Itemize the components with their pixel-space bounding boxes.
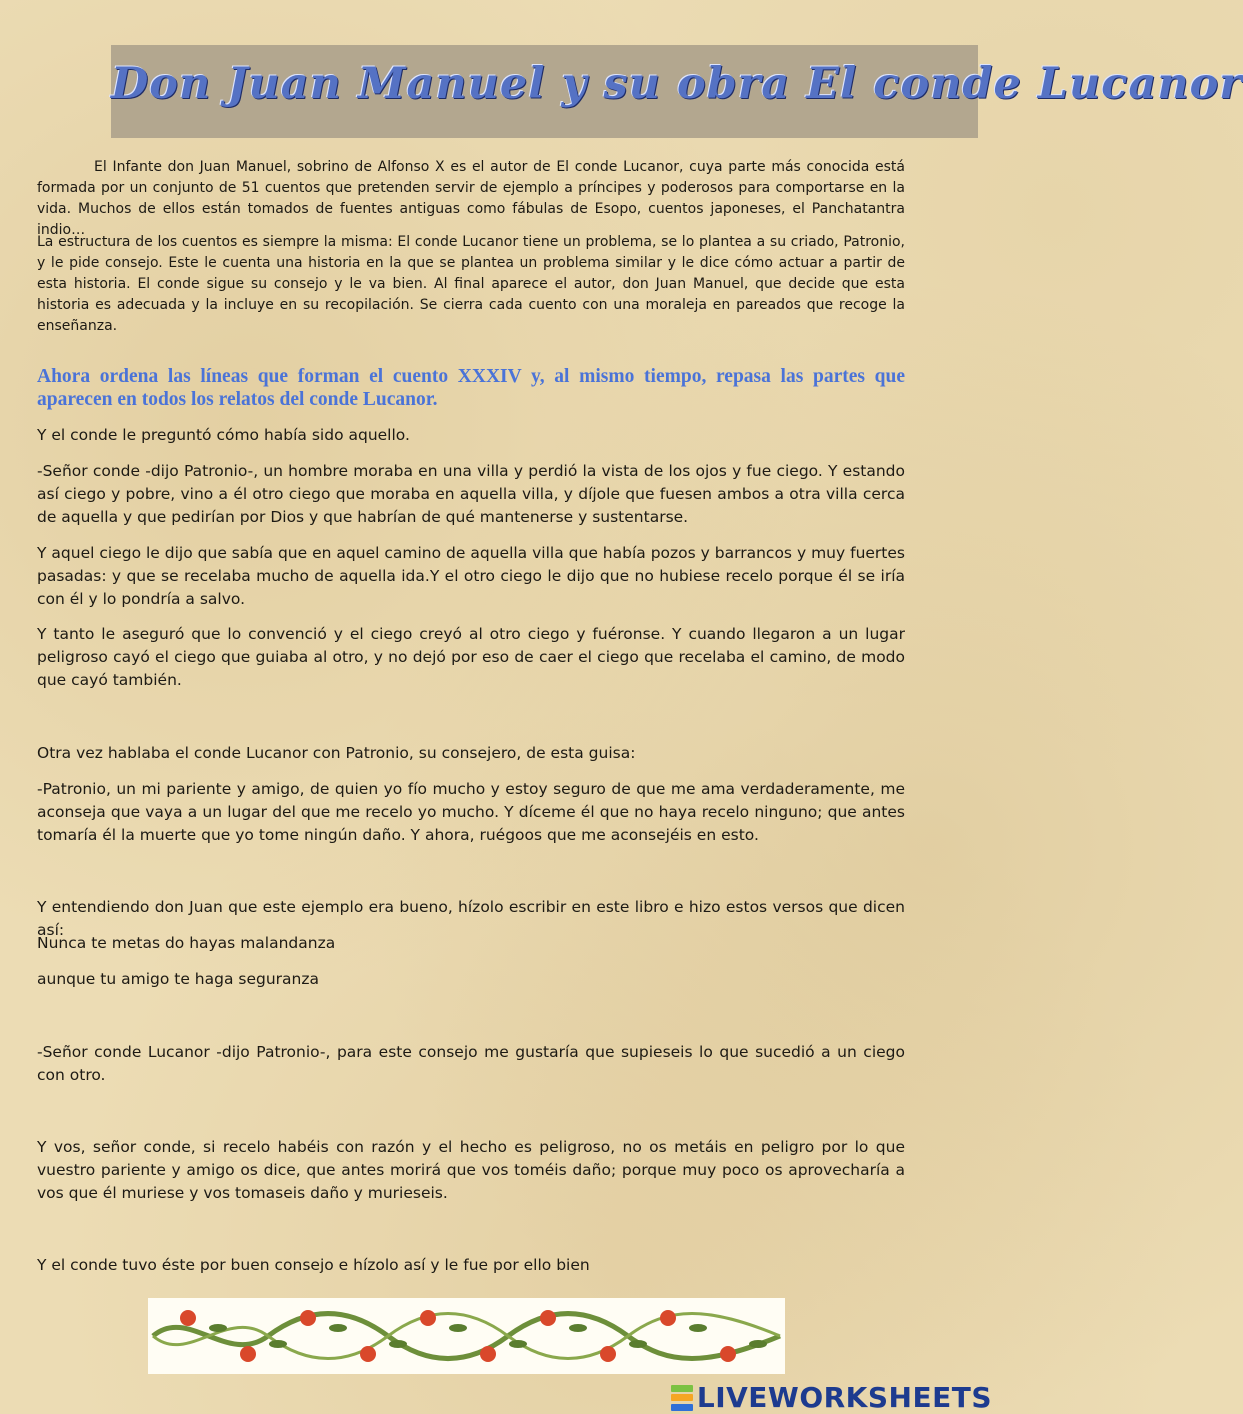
instruction-heading: Ahora ordena las líneas que forman el cuento XXXIV y, al mismo tiempo, repasa las partes que aparecen en todos los relatos del conde Lucanor.	[37, 366, 905, 410]
story-segment-5: Otra vez hablaba el conde Lucanor con Patronio, su consejero, de esta guisa:	[37, 744, 636, 762]
story-segment-4: Y tanto le aseguró que lo convenció y el ciego creyó al otro ciego y fuéronse. Y cuando llegaron a un lugar peligroso cayó el ciego que guiaba al otro, y no dejó por eso de caer el ciego que recelaba el camino, de modo que cayó también.	[37, 625, 905, 689]
liveworksheets-logo[interactable]	[671, 1381, 992, 1414]
floral-border-ornament-icon	[148, 1298, 785, 1374]
page-title: Don Juan Manuel y su obra El conde Lucanor	[111, 59, 1243, 109]
story-segment-2: -Señor conde -dijo Patronio-, un hombre moraba en una villa y perdió la vista de los ojos y fue ciego. Y estando así ciego y pobre, vino a él otro ciego que moraba en aquella villa, y díjole que fuesen ambos a otra villa cerca de aquella y que pedirían por Dios y que habrían de qué mantenerse y sustentarse.	[37, 462, 905, 526]
story-segment-12: Y el conde tuvo éste por buen consejo e hízolo así y le fue por ello bien	[37, 1256, 590, 1274]
intro-paragraph-1: El Infante don Juan Manuel, sobrino de Alfonso X es el autor de El conde Lucanor, cuya parte más conocida está formada por un conjunto de 51 cuentos que pretenden servir de ejemplo a príncipes y poderosos para comportarse en la vida. Muchos de ellos están tomados de fuentes antiguas como fábulas de Esopo, cuentos japoneses, el Panchatantra indio…	[37, 159, 905, 238]
story-segment-10: -Señor conde Lucanor -dijo Patronio-, para este consejo me gustaría que supieseis lo que sucedió a un ciego con otro.	[37, 1043, 905, 1084]
story-segment-6: -Patronio, un mi pariente y amigo, de quien yo fío mucho y estoy seguro de que me ama verdaderamente, me aconseja que vaya a un lugar del que me recelo yo mucho. Y díceme él que no haya recelo ninguno; que antes tomaría él la muerte que yo tome ningún daño. Y ahora, ruégoos que me aconsejéis en esto.	[37, 780, 905, 844]
logo-text: LIVEWORKSHEETS	[696, 1381, 992, 1414]
liveworksheets-logo-icon	[671, 1385, 693, 1411]
story-segment-8: Nunca te metas do hayas malandanza	[37, 934, 336, 952]
title-banner	[111, 45, 1243, 138]
intro-paragraph-2: La estructura de los cuentos es siempre la misma: El conde Lucanor tiene un problema, se lo plantea a su criado, Patronio, y le pide consejo. Este le cuenta una historia en la que se plantea un problema similar y le dice cómo actuar a partir de esta historia. El conde sigue su consejo y le va bien. Al final aparece el autor, don Juan Manuel, que decide que esta historia es adecuada y la incluye en su recopilación. Se cierra cada cuento con una moraleja en pareados que recoge la enseñanza.	[37, 234, 905, 334]
story-segment-1: Y el conde le preguntó cómo había sido aquello.	[37, 426, 410, 444]
story-segment-3: Y aquel ciego le dijo que sabía que en aquel camino de aquella villa que había pozos y barrancos y muy fuertes pasadas: y que se recelaba mucho de aquella ida.Y el otro ciego le dijo que no hubiese recelo porque él se iría con él y lo pondría a salvo.	[37, 544, 905, 608]
story-segment-9: aunque tu amigo te haga seguranza	[37, 970, 319, 988]
story-segment-11: Y vos, señor conde, si recelo habéis con razón y el hecho es peligroso, no os metáis en peligro por lo que vuestro pariente y amigo os dice, que antes morirá que vos toméis daño; porque muy poco os aprovecharía a vos que él muriese y vos tomaseis daño y murieseis.	[37, 1138, 905, 1202]
story-segment-7: Y entendiendo don Juan que este ejemplo era bueno, hízolo escribir en este libro e hizo estos versos que dicen así:	[37, 898, 905, 939]
